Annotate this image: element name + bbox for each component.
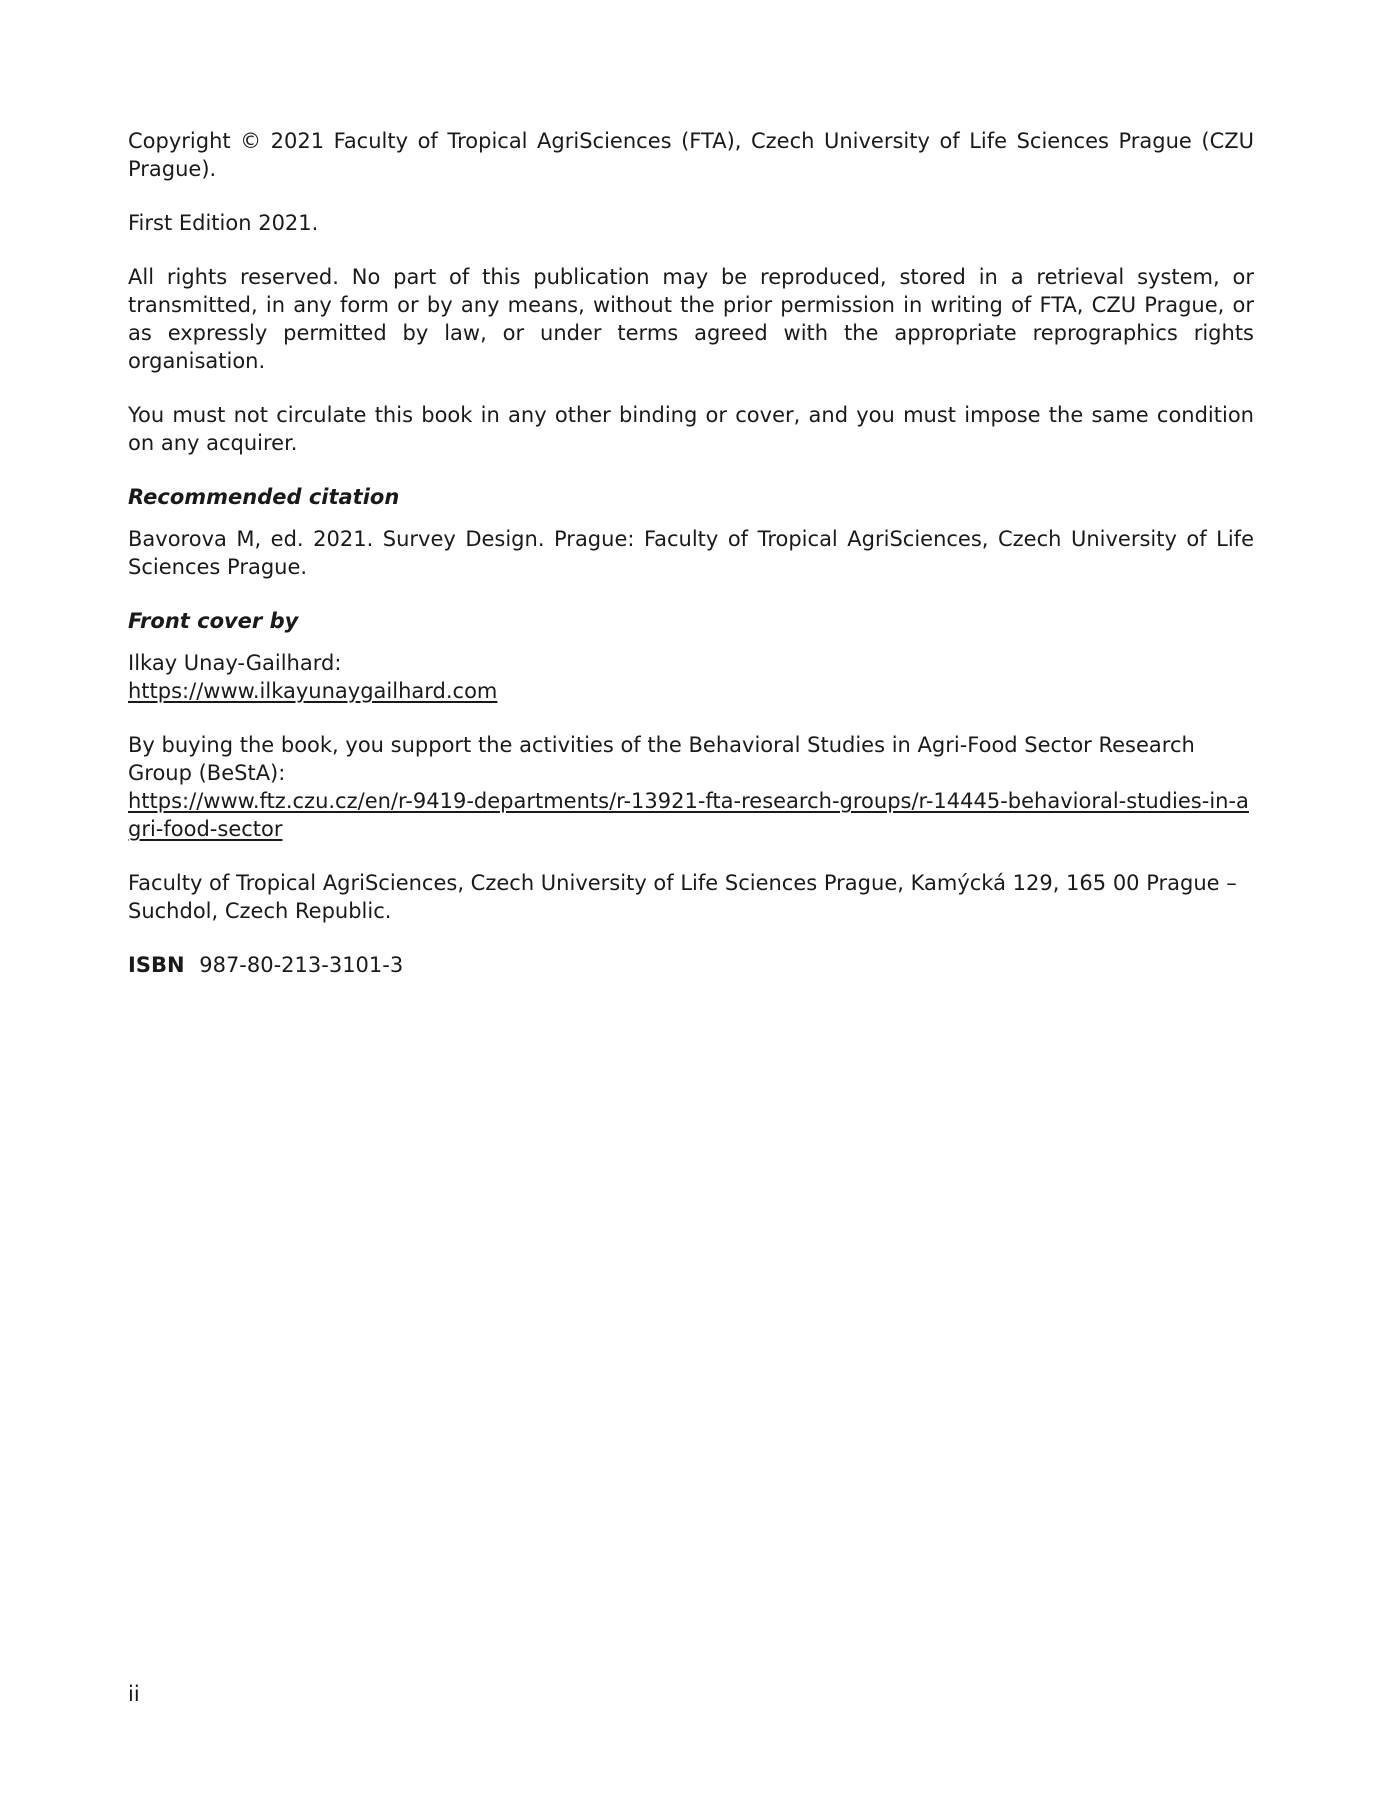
cover-author: Ilkay Unay-Gailhard: [128, 651, 342, 675]
citation-text: Bavorova M, ed. 2021. Survey Design. Prague: Faculty of Tropical AgriSciences, Czech University of Life Sciences Prague. [128, 527, 1254, 579]
research-group-link[interactable]: https://www.ftz.czu.cz/en/r-9419-departments/r-13921-fta-research-groups/r-14445-behavioral-studies-in-agri-food-sector [128, 789, 1249, 841]
circulation-statement: You must not circulate this book in any other binding or cover, and you must impose the same condition on any acquirer. [128, 403, 1254, 455]
copyright-notice: Copyright © 2021 Faculty of Tropical AgriSciences (FTA), Czech University of Life Sciences Prague (CZU Prague). [128, 129, 1254, 181]
cover-credit [128, 649, 1254, 705]
citation-heading: Recommended citation [128, 485, 400, 509]
publisher-address: Faculty of Tropical AgriSciences, Czech University of Life Sciences Prague, Kamýcká 129, 165 00 Prague – Suchdol, Czech Republic. [128, 871, 1237, 923]
support-text: By buying the book, you support the activities of the Behavioral Studies in Agri-Food Sector Research Group (BeStA): [128, 733, 1195, 785]
isbn-label: ISBN [128, 953, 185, 977]
page-content [128, 127, 1254, 1005]
rights-statement: All rights reserved. No part of this publication may be reproduced, stored in a retrieval system, or transmitted, in any form or by any means, without the prior permission in writing of FTA, CZU Prague, or as expressly permitted by law, or under terms agreed with the appropriate reprographics rights organisation. [128, 265, 1254, 373]
page-number: ii [128, 1682, 140, 1706]
edition-statement: First Edition 2021. [128, 211, 319, 235]
support-statement [128, 731, 1254, 843]
isbn-value: 987-80-213-3101-3 [199, 953, 404, 977]
isbn-line [128, 951, 1254, 979]
cover-heading: Front cover by [128, 609, 299, 633]
cover-author-link[interactable]: https://www.ilkayunaygailhard.com [128, 679, 498, 703]
